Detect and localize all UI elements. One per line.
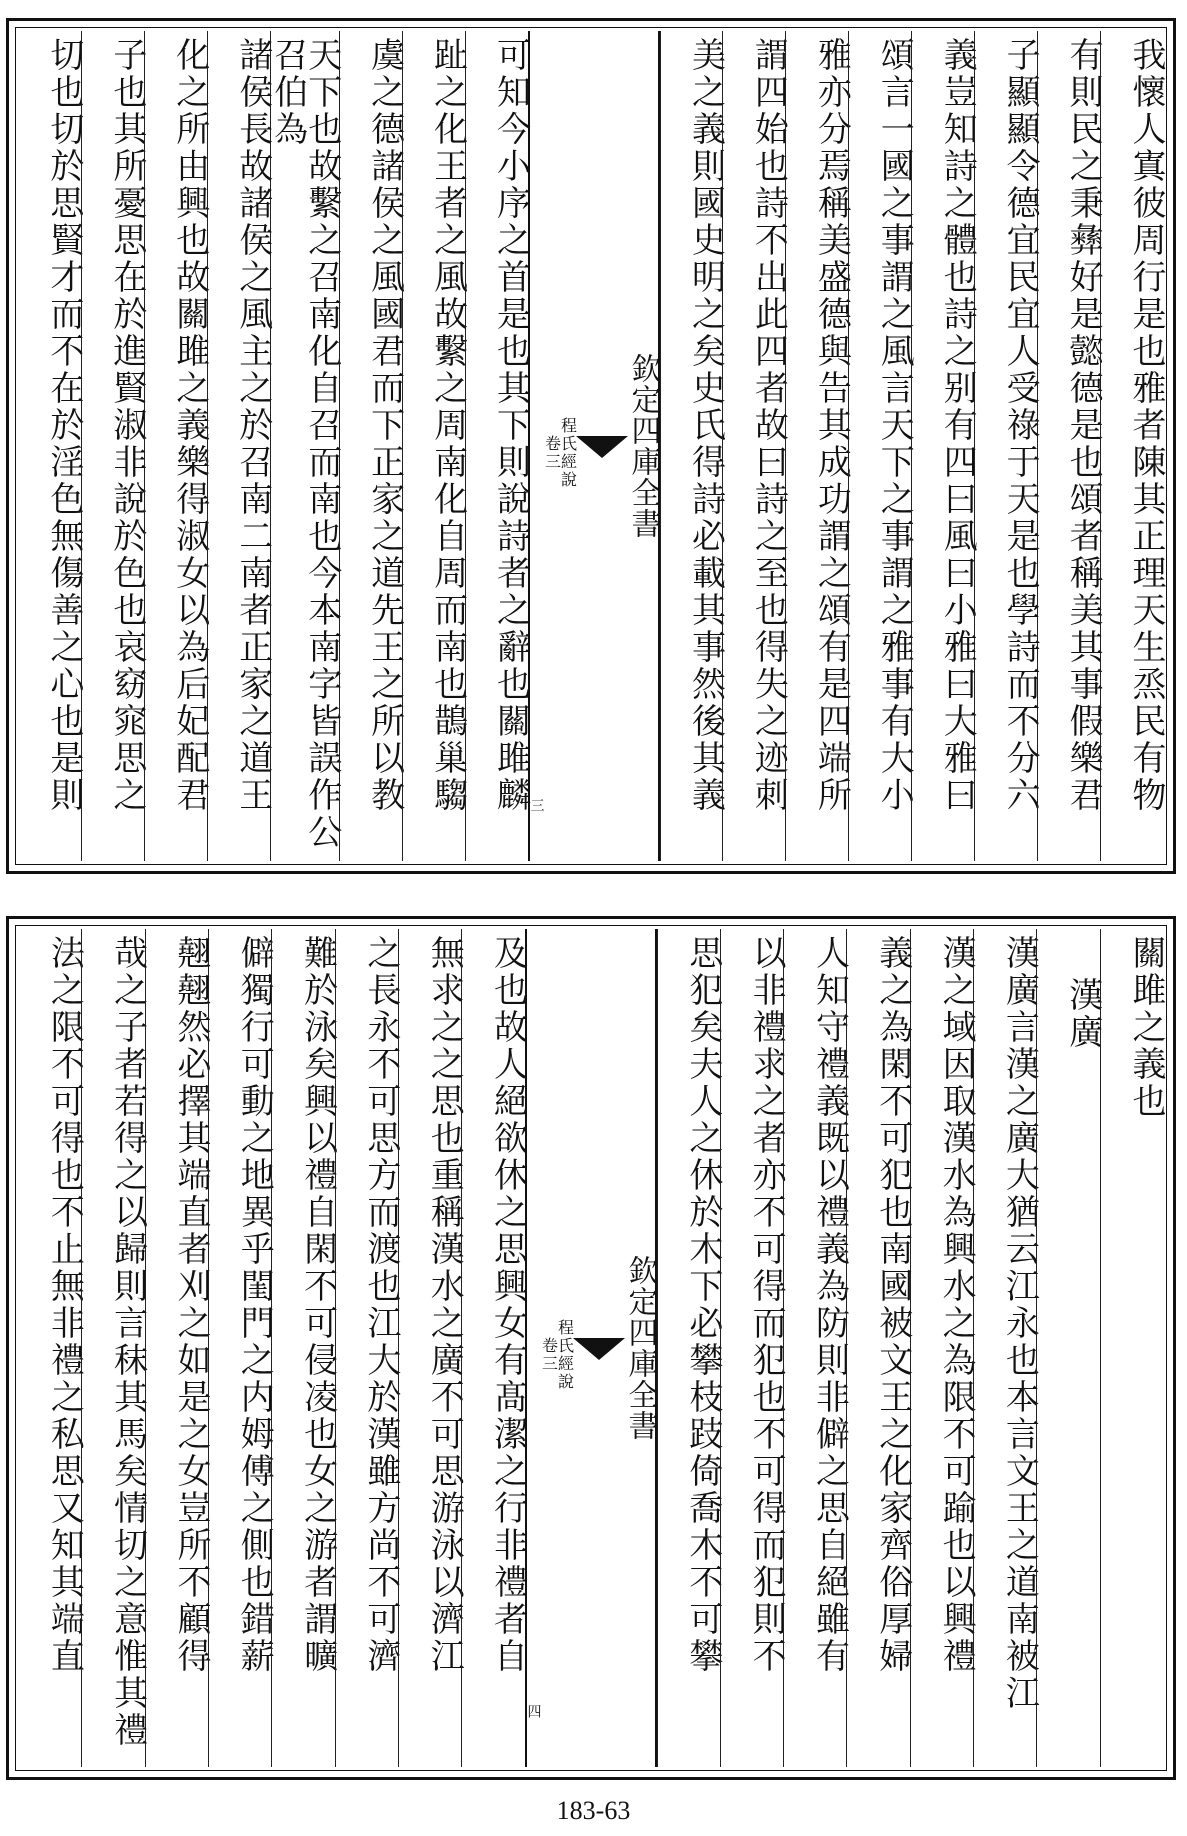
text-column: 哉之子者若得之以歸則言秣其馬矣情切之意惟其禮 [81,929,144,1767]
text-column: 虞之德諸侯之風國君而下正家之道先王之所以教 [339,31,402,861]
text-column: 思犯矣夫人之休於木下必攀枝跂倚喬木不可攀 [657,929,720,1767]
text-column: 法之限不可得也不止無非禮之私思又知其端直 [44,935,85,1675]
text-column: 僻獨行可動之地異乎閨門之内姆傅之側也錯薪 [208,929,271,1767]
page-footer-number: 183-63 [556,1796,631,1825]
text-column: 可知今小序之首是也其下則說詩者之辭也關雎麟 [465,31,528,861]
text-column: 子也其所憂思在於進賢淑非說於色也哀窈窕思之 [81,31,144,861]
juan-label: 卷三 [542,435,562,471]
center-fold-column [528,31,660,861]
text-column: 人知守禮義既以禮義為防則非僻之思自絕雖有 [783,929,846,1767]
text-column: 漢之域因取漢水為興水之為限不可踰也以興禮 [910,929,973,1767]
text-column: 有則民之秉彝好是懿德是也頌者稱美其事假樂君 [1037,31,1100,861]
text-column: 趾之化王者之風故繫之周南化自周而南也鵲巢騶 [402,31,465,861]
bottom-text-columns [19,929,1166,1767]
top-page-panel [6,18,1176,874]
leaf-number: 四 [525,1704,542,1721]
text-column: 漢廣言漢之廣大猶云江永也本言文王之道南被江 [973,929,1036,1767]
text-column: 以非禮求之者亦不可得而犯也不可得而犯則不 [720,929,783,1767]
leaf-number: 三 [528,798,545,815]
top-text-columns [19,31,1166,861]
text-column: 之長永不可思方而渡也江大於漢雖方尚不可濟 [335,929,398,1767]
text-column: 翹翹然必擇其端直者刈之如是之女豈所不顧得 [145,929,208,1767]
text-column: 義豈知詩之體也詩之别有四曰風曰小雅曰大雅曰 [911,31,974,861]
juan-label: 卷三 [539,1337,559,1373]
text-column: 美之義則國史明之矣史氏得詩必載其事然後其義 [660,31,723,861]
text-column: 天下也故繫之召南化自召而南也今本南字皆誤作公召伯為 [270,31,339,861]
text-column: 子顯顯令德宜民宜人受祿于天是也學詩而不分六 [974,31,1037,861]
center-fold-column [525,929,657,1767]
text-column: 雅亦分焉稱美盛德與告其成功謂之頌有是四端所 [785,31,848,861]
text-column: 無求之之思也重稱漢水之廣不可思游泳以濟江 [398,929,461,1767]
text-column: 化之所由興也故關雎之義樂得淑女以為后妃配君 [144,31,207,861]
book-title: 程氏經說 [555,1319,575,1391]
collection-banner: 欽定四庫全書 [625,353,661,539]
text-column: 我懷人寘彼周行是也雅者陳其正理天生烝民有物 [1100,31,1163,861]
text-column: 謂四始也詩不出此四者故曰詩之至也得失之迹刺 [722,31,785,861]
fishtail-mark-icon [573,1338,625,1360]
book-title: 程氏經說 [558,417,578,489]
section-heading: 漢廣 [1036,929,1099,1767]
text-column: 義之為閑不可犯也南國被文王之化家齊俗厚婦 [846,929,909,1767]
text-column: 頌言一國之事謂之風言天下之事謂之雅事有大小 [848,31,911,861]
fishtail-mark-icon [576,436,628,458]
bottom-page-panel [6,916,1176,1780]
text-column: 及也故人絕欲休之思興女有髙潔之行非禮者自 [461,929,524,1767]
text-column: 關雎之義也 [1100,929,1163,1767]
collection-banner: 欽定四庫全書 [622,1255,658,1441]
text-column: 諸侯長故諸侯之風主之於召南二南者正家之道王 [207,31,270,861]
text-column: 切也切於思賢才而不在於淫色無傷善之心也是則 [43,37,84,814]
text-column: 難於泳矣興以禮自閑不可侵凌也女之游者謂曠 [271,929,334,1767]
